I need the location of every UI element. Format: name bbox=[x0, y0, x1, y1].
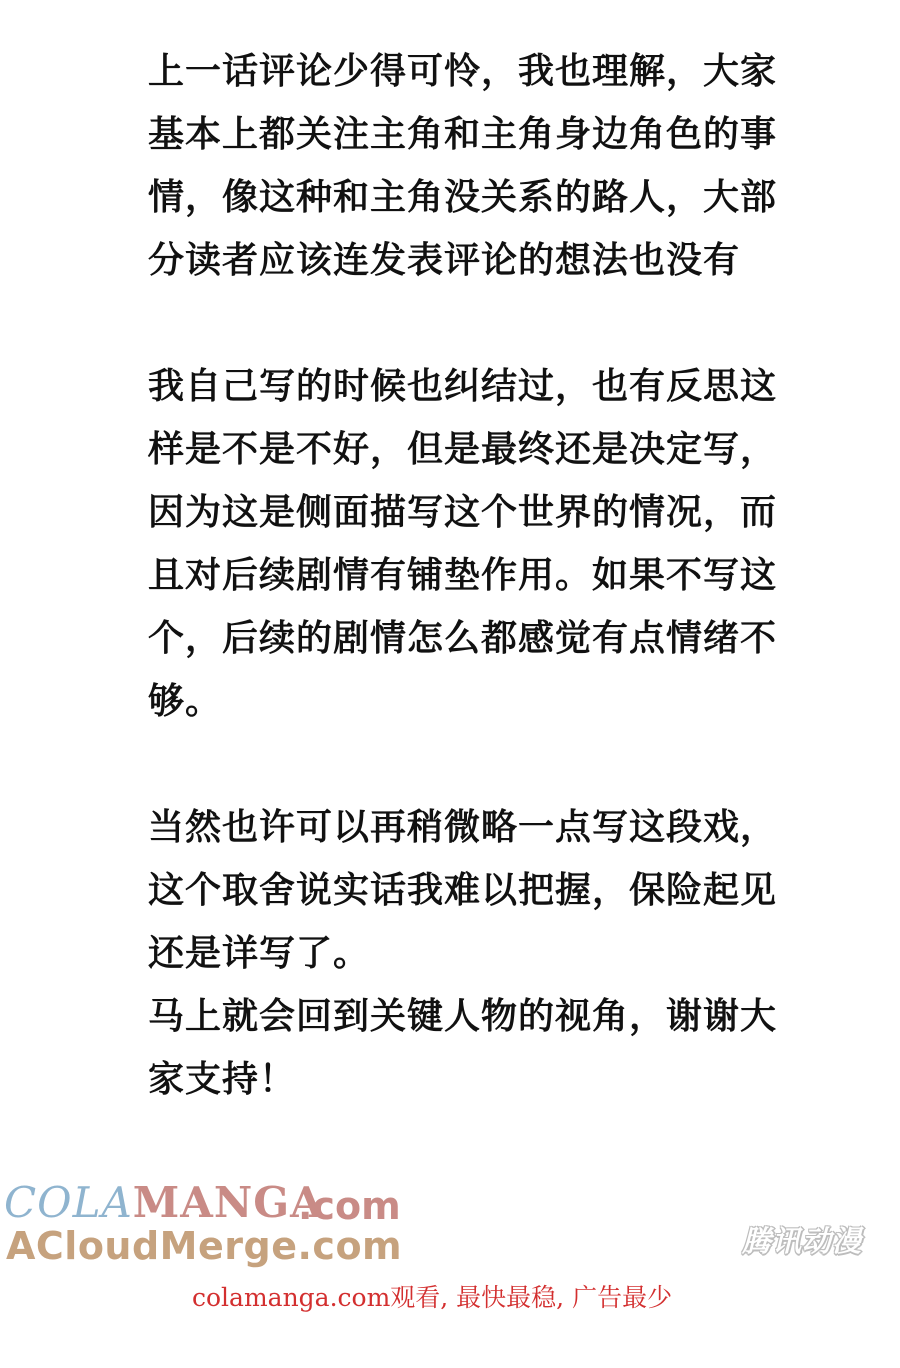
note-paragraph-4: 马上就会回到关键人物的视角，谢谢大 家支持！ bbox=[148, 996, 778, 1100]
site-promo-footer: colamanga.com观看, 最快最稳, 广告最少 bbox=[192, 1283, 673, 1312]
watermark-dotcom-text: .com bbox=[298, 1184, 401, 1228]
author-note bbox=[148, 40, 788, 1111]
tencent-comic-logo: 腾讯动漫 bbox=[742, 1224, 863, 1258]
acloudmerge-watermark: ACloudMerge.com bbox=[6, 1224, 403, 1268]
colamanga-watermark bbox=[4, 1178, 324, 1227]
note-paragraph-2: 我自己写的时候也纠结过，也有反思这 样是不是不好，但是最终还是决定写， 因为这是侧面描写这个世界的情况，而 且对后续剧情有铺垫作用。如果不写这 个，后续的剧情怎么都感觉有点情绪不 够。 bbox=[148, 366, 778, 722]
note-paragraph-3: 当然也许可以再稍微略一点写这段戏， 这个取舍说实话我难以把握，保险起见 还是详写了。 bbox=[148, 807, 778, 974]
watermark-cola-text: COLA bbox=[4, 1178, 133, 1227]
watermark-manga-text: MANGA bbox=[132, 1178, 324, 1227]
note-paragraph-1: 上一话评论少得可怜，我也理解，大家 基本上都关注主角和主角身边角色的事 情，像这种和主角没关系的路人，大部 分读者应该连发表评论的想法也没有 bbox=[148, 51, 778, 281]
